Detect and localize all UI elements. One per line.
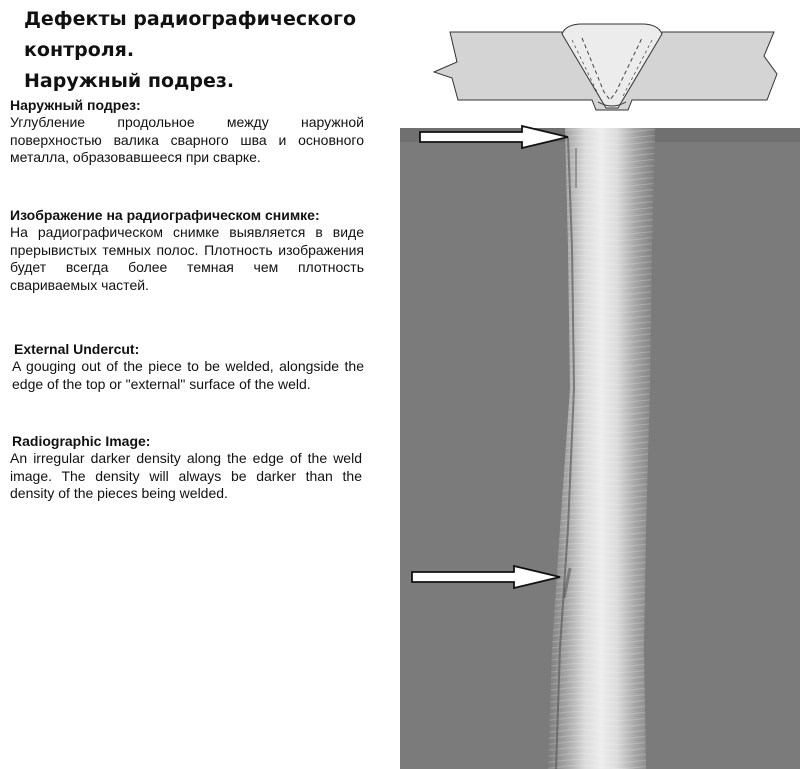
section-body: На радиографическом снимке выявляется в виде прерывистых темных полос. Плотность изображения будет всегда более темная чем плотность свариваемых частей. bbox=[10, 224, 364, 293]
section-body: Углубление продольное между наружной поверхностью валика сварного шва и основного металла, образовавшееся при сварке. bbox=[10, 114, 364, 165]
section-heading: Radiographic Image: bbox=[12, 433, 151, 449]
section-undercut-en bbox=[12, 340, 364, 393]
section-heading: Изображение на радиографическом снимке: bbox=[10, 207, 320, 223]
section-body: A gouging out of the piece to be welded, alongside the edge of the top or "external" surface of the weld. bbox=[12, 358, 364, 392]
section-heading: Наружный подрез: bbox=[10, 97, 141, 113]
weld-cross-section-icon bbox=[432, 18, 794, 122]
radiograph-film-icon bbox=[400, 128, 800, 769]
right-arrow-icon bbox=[410, 564, 562, 590]
section-body: An irregular darker density along the edge of the weld image. The density will always be darker than the density of the pieces being welded. bbox=[10, 450, 362, 501]
section-heading: External Undercut: bbox=[14, 341, 140, 357]
page-title bbox=[24, 4, 384, 97]
title-line-3: Наружный подрез. bbox=[24, 70, 235, 92]
section-radiographic-image-en bbox=[10, 432, 362, 503]
right-arrow-icon bbox=[418, 124, 570, 150]
section-radiographic-image-ru bbox=[10, 206, 364, 294]
section-undercut-ru bbox=[10, 96, 364, 167]
title-line-2: контроля. bbox=[24, 39, 135, 61]
title-line-1: Дефекты радиографического bbox=[24, 8, 357, 30]
